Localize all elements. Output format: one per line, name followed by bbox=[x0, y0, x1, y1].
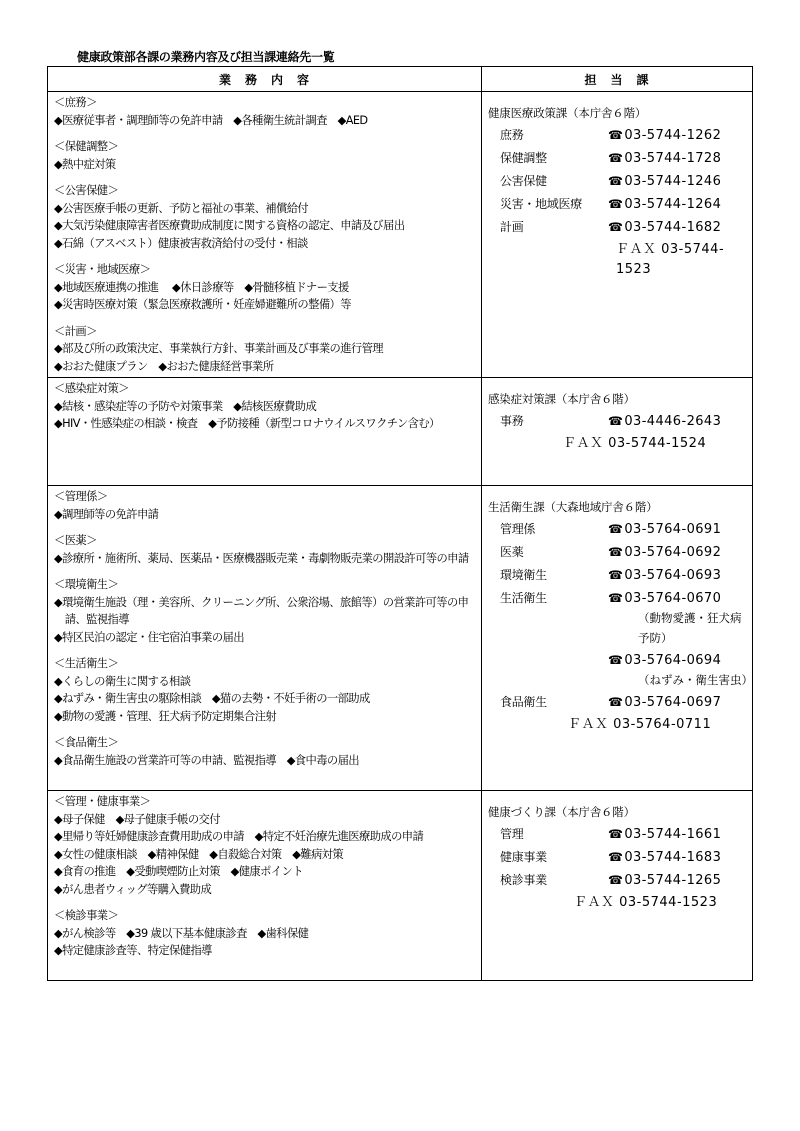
contact-phone bbox=[608, 542, 721, 563]
phone-number: 03-5764-0693 bbox=[624, 568, 722, 583]
department-cell bbox=[482, 378, 753, 486]
duty-group-label: ＜庶務＞ bbox=[54, 96, 97, 109]
header-row bbox=[48, 67, 753, 92]
duty-item: ◆環境衛生施設（理・美容所、クリーニング所、公衆浴場、旅館等）の営業許可等の申請、監視指導 bbox=[54, 595, 469, 626]
phone-icon: ☎ bbox=[608, 653, 624, 667]
phone-icon: ☎ bbox=[608, 545, 624, 559]
contact-phone bbox=[608, 125, 721, 146]
duty-group-label: ＜生活衛生＞ bbox=[54, 657, 119, 670]
duty-group-label: ＜環境衛生＞ bbox=[54, 578, 119, 591]
contact-phone bbox=[608, 650, 721, 671]
contact-row bbox=[488, 870, 752, 891]
contact-row bbox=[488, 847, 752, 868]
contact-row bbox=[488, 519, 752, 540]
contact-section-name: 保健調整 bbox=[500, 151, 547, 165]
fax-number: ＦＡＸ 03-5744-1523 bbox=[574, 895, 718, 910]
phone-number: 03-5764-0697 bbox=[624, 695, 722, 710]
phone-icon: ☎ bbox=[608, 522, 624, 536]
contact-phone bbox=[608, 824, 721, 845]
duty-group-label: ＜感染症対策＞ bbox=[54, 382, 129, 395]
duty-item: ◆おおた健康プラン ◆おおた健康経営事業所 bbox=[54, 359, 274, 373]
contact-section-name: 医薬 bbox=[500, 545, 524, 559]
contact-phone bbox=[608, 148, 721, 169]
phone-icon: ☎ bbox=[608, 414, 624, 428]
header-department: 担 当 課 bbox=[482, 67, 753, 92]
contact-phone bbox=[608, 588, 721, 609]
duty-item: ◆公害医療手帳の更新、予防と福祉の事業、補償給付 bbox=[54, 201, 309, 215]
phone-number: 03-5744-1262 bbox=[624, 128, 722, 143]
department-name: 感染症対策課（本庁舎６階） bbox=[488, 392, 635, 406]
phone-number: 03-5764-0692 bbox=[624, 545, 722, 560]
duty-group bbox=[54, 94, 481, 129]
contact-section-name: 管理 bbox=[500, 827, 524, 841]
duties-cell bbox=[48, 486, 482, 791]
department-name: 健康づくり課（本庁舎６階） bbox=[488, 805, 635, 819]
contact-row bbox=[488, 148, 752, 169]
table-row bbox=[48, 92, 753, 378]
phone-icon: ☎ bbox=[608, 591, 624, 605]
phone-icon: ☎ bbox=[608, 695, 624, 709]
contact-phone bbox=[608, 217, 721, 238]
contact-section-name: 災害・地域医療 bbox=[500, 197, 582, 211]
phone-number: 03-5744-1264 bbox=[624, 197, 722, 212]
contact-section-name: 公害保健 bbox=[500, 174, 547, 188]
department-table bbox=[47, 66, 753, 981]
contact-row bbox=[488, 194, 752, 215]
table-row bbox=[48, 486, 753, 791]
duty-group-label: ＜災害・地域医療＞ bbox=[54, 263, 151, 276]
duty-group bbox=[54, 380, 481, 433]
fax-number: ＦＡＸ 03-5744-1524 bbox=[563, 436, 707, 451]
duty-item: ◆地域医療連携の推進 ◆休日診療等 ◆骨髄移植ドナー支援 bbox=[54, 280, 349, 294]
contact-section-name: 管理係 bbox=[500, 522, 536, 536]
duty-item: ◆部及び所の政策決定、事業執行方針、事業計画及び事業の進行管理 bbox=[54, 342, 383, 355]
duties-cell bbox=[48, 791, 482, 981]
duty-group bbox=[54, 182, 481, 252]
contact-section-name: 事務 bbox=[500, 414, 524, 428]
duty-group-label: ＜医薬＞ bbox=[54, 534, 97, 547]
fax-number: ＦＡＸ 03-5744-1523 bbox=[616, 242, 725, 277]
duty-item: ◆特定健康診査等、特定保健指導 bbox=[54, 944, 212, 957]
fax-number: ＦＡＸ 03-5764-0711 bbox=[568, 717, 712, 732]
contact-section-name: 生活衛生 bbox=[500, 591, 547, 605]
duty-item: ◆くらしの衛生に関する相談 bbox=[54, 674, 191, 688]
duty-group bbox=[54, 138, 481, 173]
contact-row bbox=[488, 411, 752, 432]
contact-section-name: 健康事業 bbox=[500, 850, 547, 864]
phone-icon: ☎ bbox=[608, 128, 624, 142]
phone-number: 03-5764-0670 bbox=[624, 591, 722, 606]
duty-item: ◆食品衛生施設の営業許可等の申請、監視指導 ◆食中毒の届出 bbox=[54, 753, 359, 767]
contact-phone bbox=[608, 411, 721, 432]
duty-item: ◆母子保健 ◆母子健康手帳の交付 bbox=[54, 812, 220, 826]
duty-group bbox=[54, 655, 481, 725]
department-cell bbox=[482, 791, 753, 981]
duty-group bbox=[54, 323, 481, 376]
duty-group-label: ＜管理・健康事業＞ bbox=[54, 795, 151, 808]
duty-group bbox=[54, 488, 481, 523]
contact-phone bbox=[608, 692, 721, 713]
phone-number: 03-5744-1246 bbox=[624, 174, 722, 189]
phone-icon: ☎ bbox=[608, 220, 624, 234]
contact-section-name: 環境衛生 bbox=[500, 568, 547, 582]
contact-note: （ねずみ・衛生害虫） bbox=[638, 673, 753, 687]
contact-row bbox=[488, 542, 752, 563]
contact-row bbox=[488, 125, 752, 146]
duty-group-label: ＜公害保健＞ bbox=[54, 184, 119, 197]
contact-phone bbox=[608, 519, 721, 540]
contact-phone bbox=[608, 194, 721, 215]
duty-group-label: ＜食品衛生＞ bbox=[54, 736, 119, 749]
duty-item: ◆女性の健康相談 ◆精神保健 ◆自殺総合対策 ◆難病対策 bbox=[54, 847, 344, 861]
department-name: 生活衛生課（大森地域庁舎６階） bbox=[488, 500, 658, 514]
contact-phone bbox=[608, 870, 721, 891]
contact-row bbox=[488, 588, 752, 609]
duty-item: ◆熱中症対策 bbox=[54, 157, 116, 171]
duty-group bbox=[54, 261, 481, 314]
duties-cell bbox=[48, 378, 482, 486]
phone-icon: ☎ bbox=[608, 850, 624, 864]
contact-section-name: 庶務 bbox=[500, 128, 524, 142]
phone-number: 03-5744-1661 bbox=[624, 827, 722, 842]
contact-row bbox=[488, 171, 752, 192]
contact-row bbox=[488, 824, 752, 845]
contact-section-name: 食品衛生 bbox=[500, 695, 547, 709]
duty-group bbox=[54, 576, 481, 646]
phone-number: 03-5744-1265 bbox=[624, 873, 722, 888]
phone-icon: ☎ bbox=[608, 197, 624, 211]
department-cell bbox=[482, 486, 753, 791]
duty-group bbox=[54, 734, 481, 769]
contact-row bbox=[488, 217, 752, 238]
duty-item: ◆里帰り等妊婦健康診査費用助成の申請 ◆特定不妊治療先進医療助成の申請 bbox=[54, 830, 424, 843]
duty-group-label: ＜検診事業＞ bbox=[54, 909, 119, 922]
duty-item: ◆診療所・施術所、薬局、医薬品・医療機器販売業・毒劇物販売業の開設許可等の申請 bbox=[54, 551, 469, 565]
phone-number: 03-4446-2643 bbox=[624, 414, 722, 429]
duty-group-label: ＜計画＞ bbox=[54, 324, 97, 338]
contact-section-name bbox=[488, 650, 608, 671]
duty-group bbox=[54, 532, 481, 567]
contact-section-name: 計画 bbox=[500, 220, 524, 234]
contact-row bbox=[488, 565, 752, 586]
contact-phone bbox=[608, 171, 721, 192]
contact-row bbox=[488, 650, 752, 671]
phone-icon: ☎ bbox=[608, 151, 624, 165]
duty-group bbox=[54, 793, 481, 898]
table-row bbox=[48, 791, 753, 981]
phone-number: 03-5744-1682 bbox=[624, 220, 722, 235]
page-title: 健康政策部各課の業務内容及び担当課連絡先一覧 bbox=[77, 50, 335, 64]
duty-item: ◆調理師等の免許申請 bbox=[54, 507, 159, 521]
phone-number: 03-5744-1683 bbox=[624, 850, 722, 865]
duty-item: ◆石綿（アスベスト）健康被害救済給付の受付・相談 bbox=[54, 236, 308, 250]
duty-item: ◆医療従事者・調理師等の免許申請 ◆各種衛生統計調査 ◆AED bbox=[54, 113, 368, 127]
duty-item: ◆がん検診等 ◆39 歳以下基本健康診査 ◆歯科保健 bbox=[54, 926, 309, 940]
duty-item: ◆動物の愛護・管理、狂犬病予防定期集合注射 bbox=[54, 709, 277, 723]
phone-number: 03-5744-1728 bbox=[624, 151, 722, 166]
duty-item: ◆ねずみ・衛生害虫の駆除相談 ◆猫の去勢・不妊手術の一部助成 bbox=[54, 692, 370, 705]
phone-icon: ☎ bbox=[608, 827, 624, 841]
duty-item: ◆特区民泊の認定・住宅宿泊事業の届出 bbox=[54, 630, 244, 644]
table-row bbox=[48, 378, 753, 486]
header-duties: 業 務 内 容 bbox=[48, 67, 482, 92]
duty-group bbox=[54, 907, 481, 960]
contact-phone bbox=[608, 847, 721, 868]
duty-item: ◆災害時医療対策（緊急医療救護所・妊産婦避難所の整備）等 bbox=[54, 298, 351, 311]
duty-item: ◆がん患者ウィッグ等購入費助成 bbox=[54, 882, 212, 896]
duties-cell bbox=[48, 92, 482, 378]
duty-item: ◆大気汚染健康障害者医療費助成制度に関する資格の認定、申請及び届出 bbox=[54, 219, 405, 232]
phone-number: 03-5764-0691 bbox=[624, 522, 722, 537]
phone-icon: ☎ bbox=[608, 568, 624, 582]
contact-row bbox=[488, 692, 752, 713]
contact-note: （動物愛護・狂犬病予防） bbox=[638, 611, 742, 645]
phone-number: 03-5764-0694 bbox=[624, 653, 722, 668]
duty-group-label: ＜保健調整＞ bbox=[54, 140, 119, 153]
duty-item: ◆結核・感染症等の予防や対策事業 ◆結核医療費助成 bbox=[54, 399, 317, 413]
department-name: 健康医療政策課（本庁舎６階） bbox=[488, 106, 647, 120]
duty-item: ◆HIV・性感染症の相談・検査 ◆予防接種（新型コロナウイルスワクチン含む） bbox=[54, 417, 440, 430]
contact-phone bbox=[608, 565, 721, 586]
duty-group-label: ＜管理係＞ bbox=[54, 490, 108, 503]
phone-icon: ☎ bbox=[608, 873, 624, 887]
department-cell bbox=[482, 92, 753, 378]
phone-icon: ☎ bbox=[608, 174, 624, 188]
duty-item: ◆食育の推進 ◆受動喫煙防止対策 ◆健康ポイント bbox=[54, 865, 303, 878]
contact-section-name: 検診事業 bbox=[500, 873, 547, 887]
